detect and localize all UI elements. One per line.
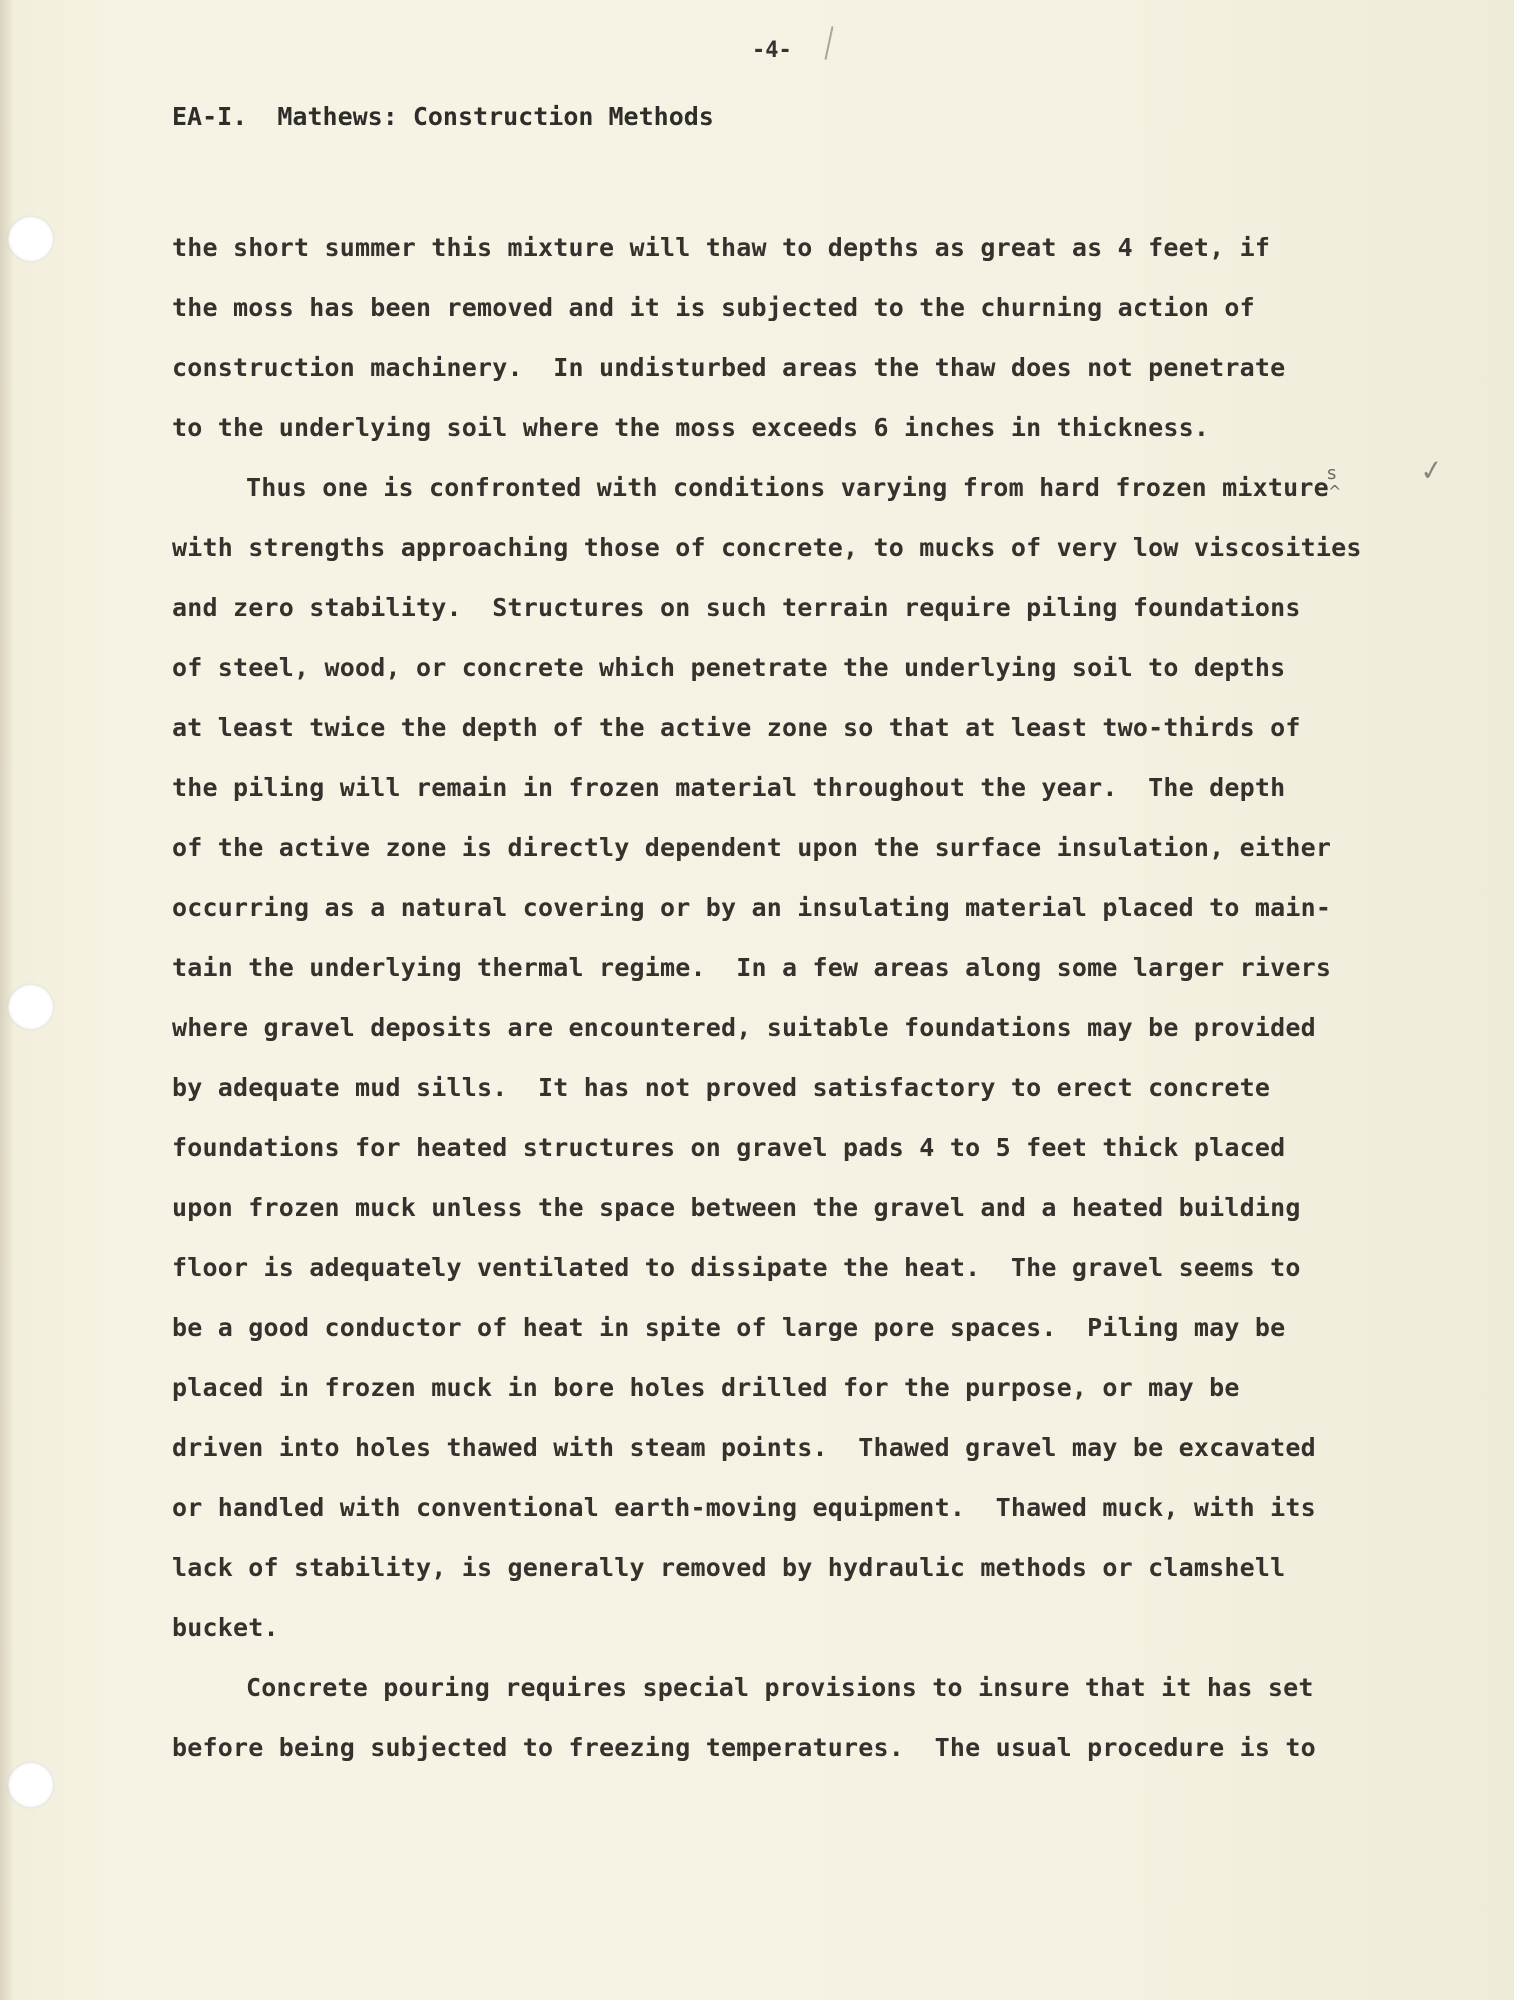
text-line: by adequate mud sills. It has not proved satisfactory to erect concrete xyxy=(172,1073,1271,1102)
text-line: construction machinery. In undisturbed areas the thaw does not penetrate xyxy=(172,353,1286,382)
pencil-tick-mark xyxy=(824,26,833,60)
text-line: of steel, wood, or concrete which penetrate the underlying soil to depths xyxy=(172,653,1286,682)
paragraph-start-line: Thus one is confronted with conditions varying from hard frozen mixture xyxy=(246,473,1329,502)
punch-hole-bottom xyxy=(8,1762,54,1808)
text-line: and zero stability. Structures on such terrain require piling foundations xyxy=(172,593,1301,622)
text-line: the short summer this mixture will thaw to depths as great as 4 feet, if xyxy=(172,233,1271,262)
text-line: driven into holes thawed with steam points. Thawed gravel may be excavated xyxy=(172,1433,1316,1462)
text-line: bucket. xyxy=(172,1613,279,1642)
document-header: EA-I. Mathews: Construction Methods xyxy=(172,102,714,131)
text-line: the piling will remain in frozen material throughout the year. The depth xyxy=(172,773,1286,802)
text-line: occurring as a natural covering or by an insulating material placed to main- xyxy=(172,893,1332,922)
text-line: floor is adequately ventilated to dissipate the heat. The gravel seems to xyxy=(172,1253,1301,1282)
text-line: to the underlying soil where the moss exceeds 6 inches in thickness. xyxy=(172,413,1210,442)
text-line: foundations for heated structures on gravel pads 4 to 5 feet thick placed xyxy=(172,1133,1286,1162)
text-line: tain the underlying thermal regime. In a few areas along some larger rivers xyxy=(172,953,1332,982)
handwritten-correction-s: s xyxy=(1327,463,1337,484)
punch-hole-top xyxy=(8,216,54,262)
text-line: the moss has been removed and it is subjected to the churning action of xyxy=(172,293,1255,322)
text-line: or handled with conventional earth-moving equipment. Thawed muck, with its xyxy=(172,1493,1316,1522)
body-text xyxy=(172,218,1372,1778)
text-line: of the active zone is directly dependent upon the surface insulation, either xyxy=(172,833,1332,862)
text-line: be a good conductor of heat in spite of large pore spaces. Piling may be xyxy=(172,1313,1286,1342)
page-number: -4- xyxy=(752,38,792,63)
punch-hole-middle xyxy=(8,984,54,1030)
text-line: with strengths approaching those of concrete, to mucks of very low viscosities xyxy=(172,533,1362,562)
text-line: where gravel deposits are encountered, suitable foundations may be provided xyxy=(172,1013,1316,1042)
paragraph-start-line: Concrete pouring requires special provisions to insure that it has set xyxy=(246,1673,1314,1702)
text-line: before being subjected to freezing temperatures. The usual procedure is to xyxy=(172,1733,1316,1762)
check-icon: ✓ xyxy=(1417,452,1446,489)
text-line: upon frozen muck unless the space between the gravel and a heated building xyxy=(172,1193,1301,1222)
handwritten-caret: ^ xyxy=(1328,482,1342,501)
text-line: at least twice the depth of the active zone so that at least two-thirds of xyxy=(172,713,1301,742)
text-line: lack of stability, is generally removed by hydraulic methods or clamshell xyxy=(172,1553,1286,1582)
text-line: placed in frozen muck in bore holes drilled for the purpose, or may be xyxy=(172,1373,1240,1402)
